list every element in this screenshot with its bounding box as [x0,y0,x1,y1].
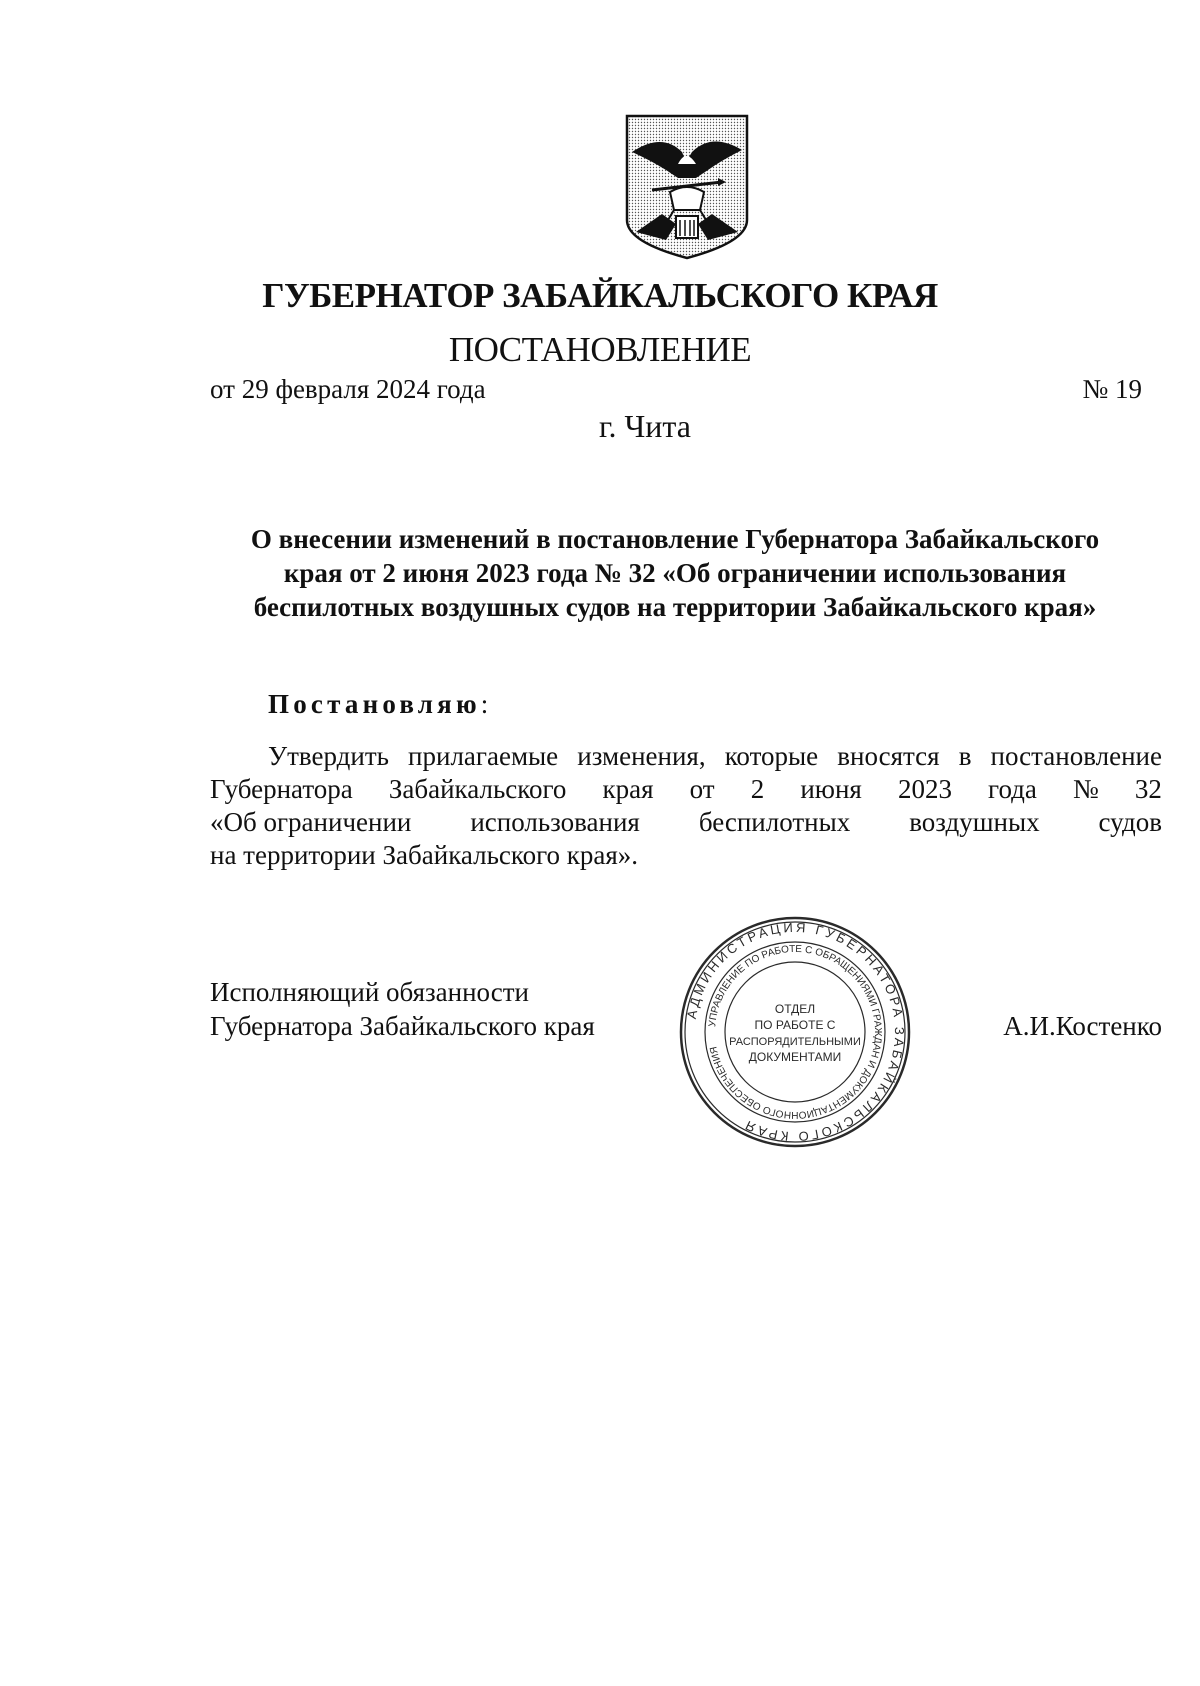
word: прилагаемые [408,741,559,771]
word: в [958,741,972,771]
word: № [1073,774,1099,804]
resolve-colon: : [480,689,489,719]
org-title: ГУБЕРНАТОР ЗАБАЙКАЛЬСКОГО КРАЯ [262,276,938,315]
heading-line: края от 2 июня 2023 года № 32 «Об ограничении использования [283,558,1067,588]
document-heading [200,522,1150,624]
word: от [689,774,715,804]
word: вносятся [837,741,940,771]
body-paragraph [210,740,1162,872]
word: использования [470,807,640,837]
paragraph-line [210,773,1162,806]
paragraph-line [210,740,1162,773]
word: постановление [990,741,1162,771]
paragraph-line: на территории Забайкальского края». [210,840,639,870]
document-date: от 29 февраля 2024 года [210,374,486,404]
signatory-name: А.И.Костенко [1003,1011,1162,1041]
paragraph-line [210,806,1162,839]
official-stamp [678,915,912,1149]
word: года [988,774,1037,804]
signatory-position-line: Губернатора Забайкальского края [210,1011,595,1041]
signatory-position-line: Исполняющий обязанности [210,977,529,1007]
document-type: ПОСТАНОВЛЕНИЕ [448,330,752,369]
word: изменения, [577,741,706,771]
word: Забайкальского [388,774,567,804]
heading-line: О внесении изменений в постановление Губернатора Забайкальского [250,524,1100,554]
word: беспилотных [698,807,851,837]
resolve-word [268,688,488,720]
word: Губернатора [210,774,353,804]
word: «Об ограничении [210,807,412,837]
word: 2023 [897,774,952,804]
word: воздушных [909,807,1040,837]
heading-line: беспилотных воздушных судов на территории Забайкальского края» [253,592,1097,622]
document-city: г. Чита [598,408,691,444]
word: судов [1098,807,1162,837]
word: 2 [750,774,765,804]
word: июня [800,774,862,804]
stamp-center-line: ПО РАБОТЕ С [754,1018,836,1032]
document-number: № 19 [1082,374,1142,404]
stamp-center-line: РАСПОРЯДИТЕЛЬНЫМИ [729,1036,861,1048]
stamp-inner-path: УПРАВЛЕНИЕ ПО РАБОТЕ С ОБРАЩЕНИЯМИ ГРАЖДАН И ДОКУМЕНТАЦИОННОГО ОБЕСПЕЧЕНИЯ [707,943,884,1121]
word: края [602,774,654,804]
stamp-center-line: ОТДЕЛ [774,1002,816,1016]
stamp-outer-path: АДМИНИСТРАЦИЯ ГУБЕРНАТОРА ЗАБАЙКАЛЬСКОГО КРАЯ [683,919,908,1145]
word: которые [724,741,819,771]
signatory-position [210,975,595,1043]
resolve-word-text: Постановляю [268,689,481,719]
coat-of-arms-icon [622,112,752,262]
word: Утвердить [268,741,389,771]
stamp-center-line: ДОКУМЕНТАМИ [748,1050,842,1064]
word: 32 [1134,774,1162,804]
